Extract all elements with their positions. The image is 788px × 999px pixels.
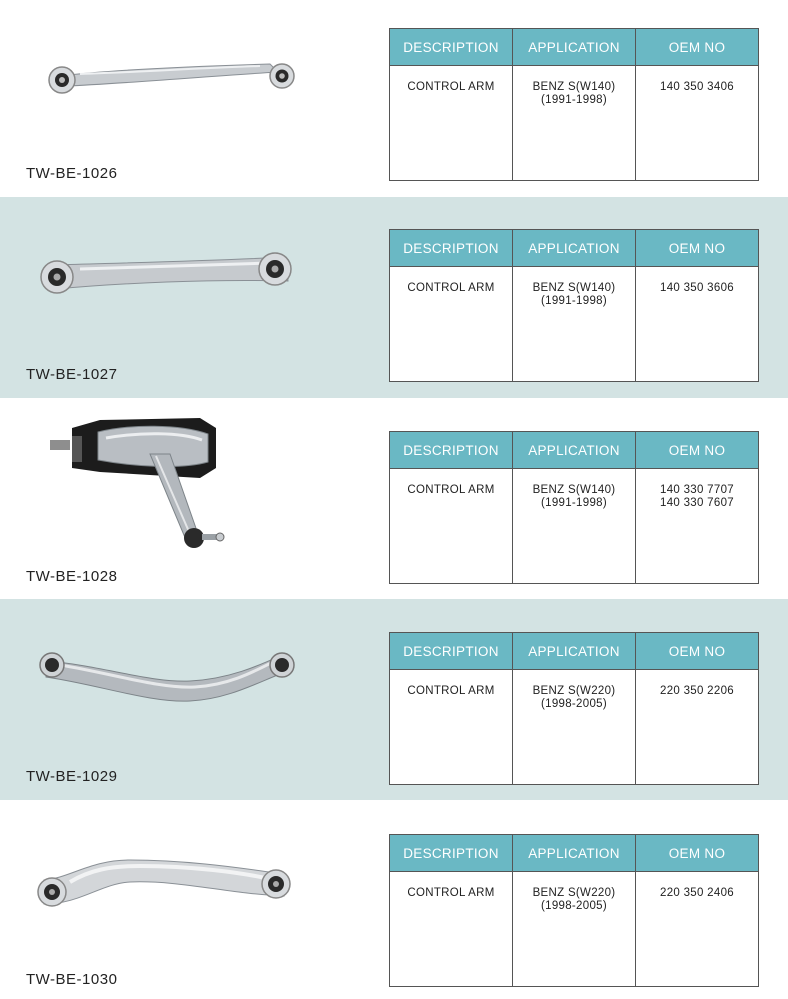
- application-cell: BENZ S(W140) (1991-1998): [513, 66, 636, 181]
- header-description: DESCRIPTION: [390, 633, 513, 670]
- header-oem-no: OEM NO: [636, 432, 759, 469]
- header-application: APPLICATION: [513, 29, 636, 66]
- part-code: TW-BE-1027: [26, 366, 118, 383]
- control-arm-image: [20, 410, 320, 570]
- part-code: TW-BE-1030: [26, 971, 118, 988]
- part-code: TW-BE-1026: [26, 165, 118, 182]
- application-cell: BENZ S(W140) (1991-1998): [513, 469, 636, 584]
- spec-table: [389, 229, 759, 382]
- product-row: [0, 398, 788, 599]
- header-description: DESCRIPTION: [390, 230, 513, 267]
- oem-cell: 220 350 2406: [636, 872, 759, 987]
- header-application: APPLICATION: [513, 432, 636, 469]
- spec-table: [389, 431, 759, 584]
- application-cell: BENZ S(W140) (1991-1998): [513, 267, 636, 382]
- header-application: APPLICATION: [513, 835, 636, 872]
- oem-cell: 220 350 2206: [636, 670, 759, 785]
- description-cell: CONTROL ARM: [390, 66, 513, 181]
- part-code: TW-BE-1029: [26, 768, 118, 785]
- product-row: [0, 0, 788, 201]
- application-cell: BENZ S(W220) (1998-2005): [513, 872, 636, 987]
- header-oem-no: OEM NO: [636, 29, 759, 66]
- product-row: [0, 197, 788, 398]
- oem-cell: 140 350 3606: [636, 267, 759, 382]
- header-description: DESCRIPTION: [390, 29, 513, 66]
- description-cell: CONTROL ARM: [390, 670, 513, 785]
- description-cell: CONTROL ARM: [390, 267, 513, 382]
- spec-table: [389, 834, 759, 987]
- part-code: TW-BE-1028: [26, 568, 118, 585]
- header-oem-no: OEM NO: [636, 835, 759, 872]
- control-arm-image: [20, 599, 320, 759]
- spec-table: [389, 632, 759, 785]
- product-row: [0, 599, 788, 800]
- header-application: APPLICATION: [513, 230, 636, 267]
- description-cell: CONTROL ARM: [390, 872, 513, 987]
- description-cell: CONTROL ARM: [390, 469, 513, 584]
- header-description: DESCRIPTION: [390, 835, 513, 872]
- header-description: DESCRIPTION: [390, 432, 513, 469]
- control-arm-image: [20, 800, 320, 960]
- oem-cell: 140 330 7707 140 330 7607: [636, 469, 759, 584]
- oem-cell: 140 350 3406: [636, 66, 759, 181]
- control-arm-image: [20, 197, 320, 357]
- spec-table: [389, 28, 759, 181]
- application-cell: BENZ S(W220) (1998-2005): [513, 670, 636, 785]
- header-oem-no: OEM NO: [636, 633, 759, 670]
- header-application: APPLICATION: [513, 633, 636, 670]
- product-row: [0, 800, 788, 999]
- header-oem-no: OEM NO: [636, 230, 759, 267]
- control-arm-image: [20, 0, 320, 160]
